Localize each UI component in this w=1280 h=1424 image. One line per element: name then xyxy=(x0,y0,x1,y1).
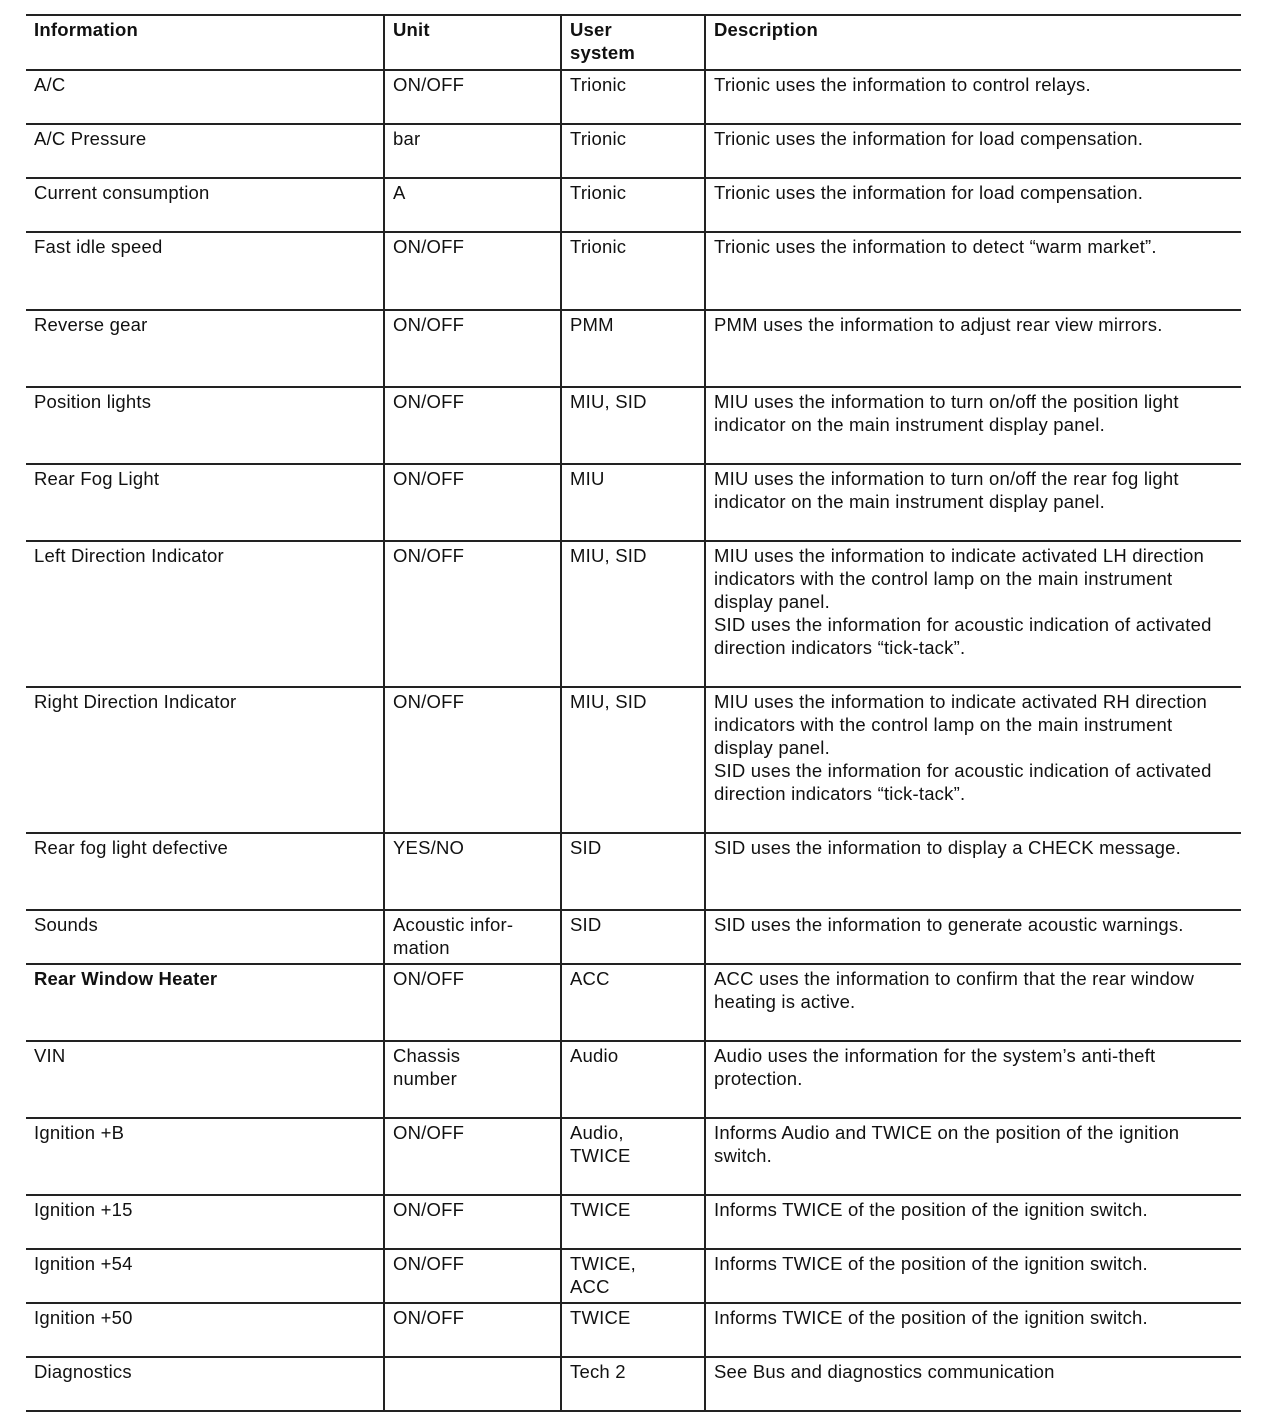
cell-description xyxy=(705,1249,1241,1303)
header-unit: Unit xyxy=(384,15,561,70)
cell-description xyxy=(705,833,1241,910)
table-row xyxy=(26,1118,1241,1195)
description-paragraph: PMM uses the information to adjust rear view mirrors. xyxy=(714,314,1163,335)
signal-table xyxy=(26,14,1241,1412)
description-paragraph: SID uses the information to generate acoustic warnings. xyxy=(714,914,1184,935)
cell-information: Reverse gear xyxy=(34,314,148,335)
header-row xyxy=(26,15,1241,70)
cell-user-system: SID xyxy=(561,910,705,964)
cell-unit: A xyxy=(384,178,561,232)
cell-unit: ON/OFF xyxy=(384,964,561,1041)
description-paragraph: MIU uses the information to turn on/off the rear fog light indicator on the main instrument display panel. xyxy=(714,468,1179,512)
cell-description xyxy=(705,124,1241,178)
cell-description xyxy=(705,1357,1241,1411)
cell-user-system: Audio xyxy=(561,1041,705,1118)
table-row xyxy=(26,687,1241,833)
description-paragraph: ACC uses the information to confirm that the rear window heating is active. xyxy=(714,968,1195,1012)
cell-user-system: PMM xyxy=(561,310,705,387)
cell-description xyxy=(705,178,1241,232)
cell-description xyxy=(705,1303,1241,1357)
table-row xyxy=(26,124,1241,178)
table-row xyxy=(26,70,1241,124)
cell-information: Rear fog light defective xyxy=(34,837,229,858)
cell-description xyxy=(705,687,1241,833)
description-paragraph: Informs TWICE of the position of the ignition switch. xyxy=(714,1253,1148,1274)
description-paragraph: Informs TWICE of the position of the ignition switch. xyxy=(714,1307,1148,1328)
cell-user-system: SID xyxy=(561,833,705,910)
cell-user-system: Audio, TWICE xyxy=(561,1118,705,1195)
cell-user-system: TWICE xyxy=(561,1303,705,1357)
table-row xyxy=(26,1041,1241,1118)
cell-information: A/C xyxy=(34,74,66,95)
cell-information: Current consumption xyxy=(34,182,210,203)
cell-information: Ignition +50 xyxy=(34,1307,133,1328)
cell-unit: ON/OFF xyxy=(384,1249,561,1303)
cell-information: Sounds xyxy=(34,914,98,935)
cell-unit: ON/OFF xyxy=(384,687,561,833)
cell-user-system: TWICE xyxy=(561,1195,705,1249)
cell-unit: ON/OFF xyxy=(384,70,561,124)
cell-unit: ON/OFF xyxy=(384,1118,561,1195)
header-description: Description xyxy=(705,15,1241,70)
description-paragraph: SID uses the information to display a CHECK message. xyxy=(714,837,1181,858)
cell-description xyxy=(705,1195,1241,1249)
table-row xyxy=(26,910,1241,964)
cell-information: Ignition +15 xyxy=(34,1199,133,1220)
cell-user-system: Trionic xyxy=(561,232,705,310)
cell-unit: Acoustic infor- mation xyxy=(384,910,561,964)
table-row xyxy=(26,178,1241,232)
cell-information: Ignition +B xyxy=(34,1122,125,1143)
description-paragraph: MIU uses the information to indicate activated LH direction indicators with the control lamp on the main instrument display panel. xyxy=(714,545,1204,612)
cell-description xyxy=(705,1118,1241,1195)
cell-description xyxy=(705,541,1241,687)
cell-description xyxy=(705,70,1241,124)
table-row xyxy=(26,1357,1241,1411)
table-row xyxy=(26,232,1241,310)
cell-unit: ON/OFF xyxy=(384,387,561,464)
cell-user-system: Trionic xyxy=(561,178,705,232)
cell-unit: ON/OFF xyxy=(384,1303,561,1357)
cell-description xyxy=(705,464,1241,541)
description-paragraph: Trionic uses the information for load compensation. xyxy=(714,128,1144,149)
cell-description xyxy=(705,232,1241,310)
cell-unit: bar xyxy=(384,124,561,178)
cell-information: Rear Window Heater xyxy=(34,968,218,989)
cell-unit: ON/OFF xyxy=(384,464,561,541)
cell-information: Position lights xyxy=(34,391,152,412)
cell-description xyxy=(705,1041,1241,1118)
cell-unit: YES/NO xyxy=(384,833,561,910)
cell-information: Left Direction Indicator xyxy=(34,545,224,566)
cell-information: Rear Fog Light xyxy=(34,468,160,489)
cell-description xyxy=(705,310,1241,387)
description-paragraph: MIU uses the information to indicate activated RH direction indicators with the control lamp on the main instrument display panel. xyxy=(714,691,1208,758)
description-paragraph: Audio uses the information for the system’s anti-theft protection. xyxy=(714,1045,1156,1089)
description-paragraph: SID uses the information for acoustic indication of activated direction indicators “tick-tack”. xyxy=(714,760,1212,804)
cell-user-system: Trionic xyxy=(561,70,705,124)
table-row xyxy=(26,387,1241,464)
cell-information: Ignition +54 xyxy=(34,1253,133,1274)
cell-description xyxy=(705,964,1241,1041)
cell-unit: ON/OFF xyxy=(384,1195,561,1249)
cell-information: VIN xyxy=(34,1045,66,1066)
cell-user-system: TWICE, ACC xyxy=(561,1249,705,1303)
cell-unit xyxy=(384,1357,561,1411)
cell-information: Right Direction Indicator xyxy=(34,691,237,712)
cell-description xyxy=(705,387,1241,464)
cell-information: Fast idle speed xyxy=(34,236,163,257)
description-paragraph: SID uses the information for acoustic indication of activated direction indicators “tick-tack”. xyxy=(714,614,1212,658)
description-paragraph: Informs TWICE of the position of the ignition switch. xyxy=(714,1199,1148,1220)
description-paragraph: Trionic uses the information to control relays. xyxy=(714,74,1091,95)
table-row xyxy=(26,964,1241,1041)
header-information: Information xyxy=(26,15,384,70)
cell-user-system: ACC xyxy=(561,964,705,1041)
cell-user-system: Trionic xyxy=(561,124,705,178)
cell-user-system: MIU, SID xyxy=(561,387,705,464)
cell-unit: ON/OFF xyxy=(384,232,561,310)
cell-user-system: MIU, SID xyxy=(561,687,705,833)
cell-user-system: Tech 2 xyxy=(561,1357,705,1411)
table-row xyxy=(26,1249,1241,1303)
cell-user-system: MIU xyxy=(561,464,705,541)
table-row xyxy=(26,1303,1241,1357)
cell-unit: ON/OFF xyxy=(384,541,561,687)
header-user-system: User system xyxy=(561,15,705,70)
description-paragraph: Trionic uses the information to detect “warm market”. xyxy=(714,236,1157,257)
description-paragraph: Trionic uses the information for load compensation. xyxy=(714,182,1144,203)
table-row xyxy=(26,833,1241,910)
cell-user-system: MIU, SID xyxy=(561,541,705,687)
table-row xyxy=(26,541,1241,687)
table-body xyxy=(26,70,1241,1411)
description-paragraph: See Bus and diagnostics communication xyxy=(714,1361,1055,1382)
table-row xyxy=(26,464,1241,541)
cell-information: Diagnostics xyxy=(26,1357,384,1411)
description-paragraph: MIU uses the information to turn on/off the position light indicator on the main instrument display panel. xyxy=(714,391,1179,435)
table-row xyxy=(26,1195,1241,1249)
description-paragraph: Informs Audio and TWICE on the position of the ignition switch. xyxy=(714,1122,1180,1166)
table-row xyxy=(26,310,1241,387)
cell-description xyxy=(705,910,1241,964)
cell-unit: Chassis number xyxy=(384,1041,561,1118)
cell-unit: ON/OFF xyxy=(384,310,561,387)
cell-information: A/C Pressure xyxy=(34,128,147,149)
